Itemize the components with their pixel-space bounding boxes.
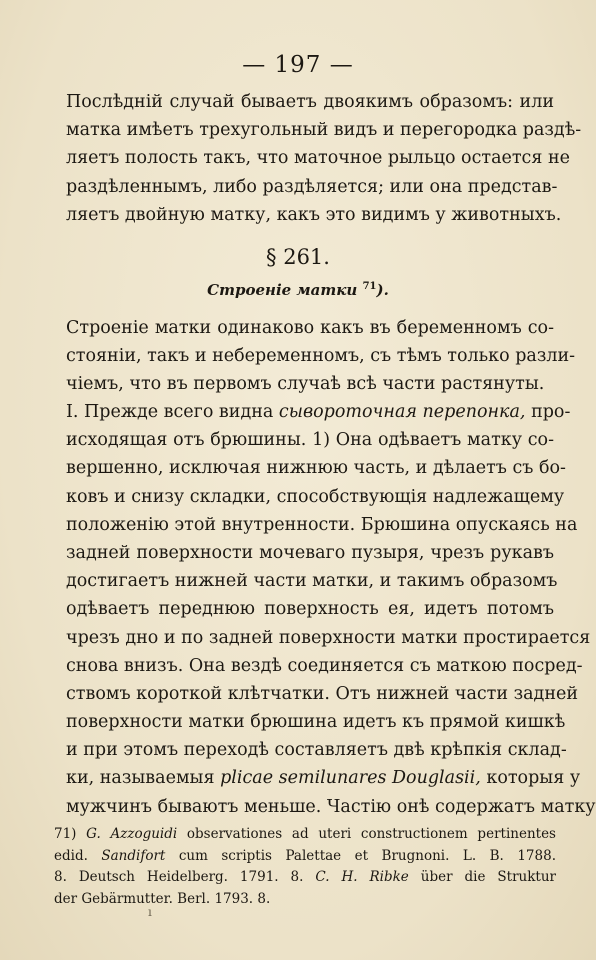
footnote-line: der Gebärmutter. Berl. 1793. 8. bbox=[54, 890, 271, 907]
text-line: положенію этой внутренности. Брюшина опускаясь на bbox=[66, 514, 578, 535]
text-line: мужчинъ бываютъ меньше. Частію онѣ содержатъ матку bbox=[66, 796, 596, 817]
text-segment: ки, называемыя bbox=[66, 768, 221, 789]
text-line: раздѣленнымъ, либо раздѣляется; или она представ- bbox=[66, 176, 558, 197]
text-line: и при этомъ переходѣ составляетъ двѣ крѣпкія склад- bbox=[66, 740, 567, 761]
footnote bbox=[54, 824, 556, 910]
stray-print-mark: ı bbox=[148, 905, 152, 919]
footnote-text: observationes ad uteri constructionem pertinentes bbox=[177, 826, 556, 842]
text-line bbox=[66, 398, 571, 426]
page-number: — 197 — bbox=[242, 52, 354, 78]
section-number: § 261. bbox=[266, 245, 330, 269]
text-line: стояніи, такъ и небеременномъ, съ тѣмъ только разли- bbox=[66, 346, 576, 367]
text-line: задней поверхности мочеваго пузыря, чрезъ рукавъ bbox=[66, 542, 554, 563]
text-segment: про- bbox=[525, 402, 571, 422]
text-line: ляетъ двойную матку, какъ это видимъ у животныхъ. bbox=[66, 204, 562, 225]
text-line: снова внизъ. Она вездѣ соединяется съ маткою посред- bbox=[66, 655, 583, 676]
text-line: исходящая отъ брюшины. 1) Она одѣваетъ матку со- bbox=[66, 430, 554, 451]
footnote-author: C. H. Ribke bbox=[315, 869, 409, 885]
footnote-author: G. Azzoguidi bbox=[86, 826, 178, 842]
text-line: Послѣдній случай бываетъ двоякимъ образомъ: или bbox=[66, 92, 554, 112]
footnote-text: 8. Deutsch Heidelberg. 1791. 8. bbox=[54, 869, 316, 885]
footnote-text: edid. bbox=[54, 847, 102, 864]
paragraph-3 bbox=[66, 398, 596, 821]
text-segment: I. Прежде всего видна bbox=[66, 402, 279, 422]
footnote-line bbox=[54, 846, 556, 868]
footnote-line bbox=[54, 824, 556, 846]
footnote-line bbox=[54, 867, 556, 889]
text-line: поверхности матки брюшина идетъ къ прямой кишкѣ bbox=[66, 712, 566, 733]
section-title-text: Строеніе матки bbox=[207, 281, 358, 299]
footnote-mark: 71) bbox=[54, 826, 77, 842]
text-segment: которыя у bbox=[480, 768, 581, 789]
footnote-author: Sandifort bbox=[101, 847, 166, 864]
footnote-text: cum scriptis Palettae et Brugnoni. L. B. 1788. bbox=[165, 847, 556, 864]
text-line: Строеніе матки одинаково какъ въ беременномъ со- bbox=[66, 318, 554, 338]
paragraph-2 bbox=[66, 314, 576, 399]
italic-term: сывороточная перепонка, bbox=[278, 402, 526, 422]
section-title-note-mark: 71 bbox=[362, 281, 377, 292]
text-line: чіемъ, что въ первомъ случаѣ всѣ части растянуты. bbox=[66, 374, 545, 395]
paragraph-1 bbox=[66, 88, 582, 229]
text-line: чрезъ дно и по задней поверхности матки простирается bbox=[66, 627, 591, 648]
text-line: вершенно, исключая нижнюю часть, и дѣлаетъ съ бо- bbox=[66, 458, 566, 479]
text-line: достигаетъ нижней части матки, и такимъ образомъ bbox=[66, 571, 558, 592]
italic-term: plicae semilunares Douglasii, bbox=[220, 768, 481, 789]
section-title bbox=[0, 281, 596, 299]
text-line: ствомъ короткой клѣтчатки. Отъ нижней части задней bbox=[66, 683, 579, 704]
text-line: матка имѣетъ трехугольный видъ и перегородка раздѣ- bbox=[66, 120, 582, 141]
text-line: ковъ и снизу складки, способствующія надлежащему bbox=[66, 486, 565, 507]
section-title-tail: ). bbox=[376, 281, 389, 299]
text-line: одѣваетъ переднюю поверхность ея, идетъ потомъ bbox=[66, 599, 554, 620]
text-line: ляетъ полость такъ, что маточное рыльцо остается не bbox=[66, 148, 570, 169]
footnote-text: über die Struktur bbox=[408, 869, 556, 885]
text-line bbox=[66, 764, 581, 792]
